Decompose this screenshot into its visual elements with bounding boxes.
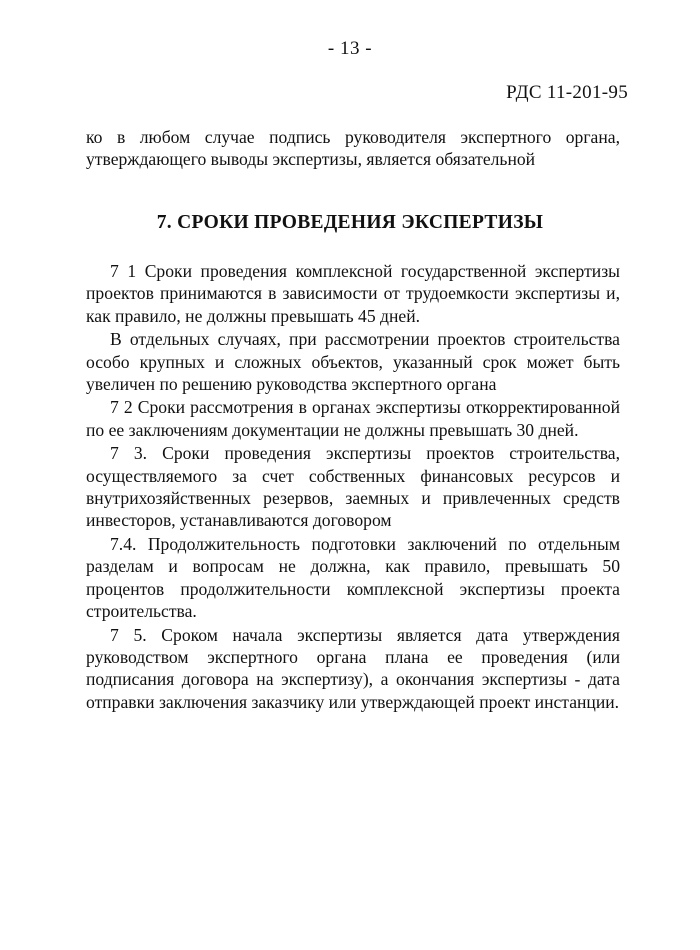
paragraph-7-5: 7 5. Сроком начала экспертизы является дата утверждения руководством экспертного органа плана ее проведения (или подписания договора на экспертизу), а окончания экспертизы - дата отправки заключения заказчику или утверждающей проект инстанции. [86,624,620,712]
paragraph-7-3: 7 3. Сроки проведения экспертизы проектов строительства, осуществляемого за счет собственных финансовых ресурсов и внутрихозяйственных резервов, заемных и привлеченных средств инвесторов, устанавливаются договором [86,443,620,531]
paragraph-7-1-note: В отдельных случаях, при рассмотрении проектов строительства особо крупных и сложных объектов, указанный срок может быть увеличен по решению руководства экспертного органа [86,329,620,395]
paragraph-7-1: 7 1 Сроки проведения комплексной государственной экспертизы проектов принимаются в зависимости от трудоемкости экспертизы и, как правило, не должны превышать 45 дней. [86,261,620,326]
paragraph-7-4: 7.4. Продолжительность подготовки заключений по отдельным разделам и вопросам не должна, как правило, превышать 50 процентов продолжительности комплексной экспертизы проекта строительства. [86,533,620,622]
paragraph-7-2: 7 2 Сроки рассмотрения в органах экспертизы откорректированной по ее заключениям документации не должны превышать 30 дней. [86,397,620,440]
section-title: 7. СРОКИ ПРОВЕДЕНИЯ ЭКСПЕРТИЗЫ [156,212,544,233]
continuation-paragraph: ко в любом случае подпись руководителя экспертного органа, утверждающего выводы экспертизы, является обязательной [86,127,620,170]
section-body [86,260,620,714]
page-number: - 13 - [327,38,373,59]
document-code: РДС 11-201-95 [506,82,628,103]
